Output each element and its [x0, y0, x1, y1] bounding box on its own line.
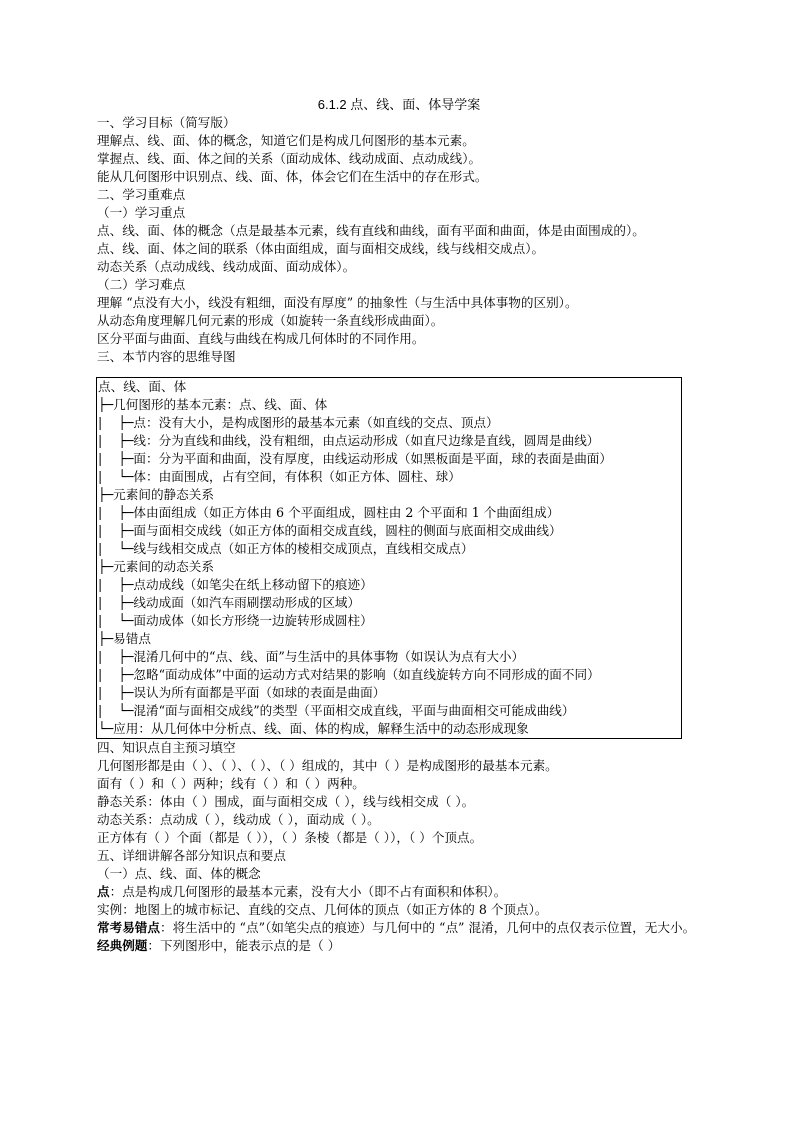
point-label: 点	[97, 884, 110, 899]
objective-item: 理解点、线、面、体的概念，知道它们是构成几何图形的基本元素。	[97, 133, 475, 148]
mind-map-line: | ├─线动成面（如汽车雨刷摆动形成的区域）	[98, 595, 361, 610]
fill-blank-item: 面有（ ）和（ ）两种；线有（ ）和（ ）两种。	[97, 776, 365, 791]
concept-subheading: （一）点、线、面、体的概念	[97, 866, 261, 881]
mind-map-line: ├─元素间的动态关系	[98, 559, 214, 574]
section-5-heading: 五、详细讲解各部分知识点和要点	[97, 848, 286, 863]
section-2-heading: 二、学习重难点	[97, 187, 186, 202]
mind-map-line: | ├─点：没有大小，是构成图形的最基本元素（如直线的交点、顶点）	[98, 415, 499, 430]
point-examples: 实例：地图上的城市标记、直线的交点、几何体的顶点（如正方体的 8 个顶点）。	[97, 902, 548, 917]
key-point-item: 点、线、面、体之间的联系（体由面组成，面与面相交成线，线与线相交成点）。	[97, 241, 545, 256]
difficult-point-item: 从动态角度理解几何元素的形成（如旋转一条直线形成曲面）。	[97, 313, 444, 328]
key-points-heading: （一）学习重点	[97, 205, 186, 220]
mind-map-box	[96, 377, 682, 739]
fill-blank-item: 静态关系：体由（ ）围成，面与面相交成（ ），线与线相交成（ ）。	[97, 794, 475, 809]
mistake-text: ：将生活中的 “点”（如笔尖点的痕迹）与几何中的 “点” 混淆，几何中的点仅表示位置，无大小。	[159, 920, 696, 935]
mind-map-line: | ├─面：分为平面和曲面，没有厚度，由线运动形成（如黑板面是平面，球的表面是曲面）	[98, 451, 612, 466]
mind-map-line: | ├─忽略“面动成体”中面的运动方式对结果的影响（如直线旋转方向不同形成的面不同）	[98, 667, 600, 682]
difficult-point-item: 区分平面与曲面、直线与曲线在构成几何体时的不同作用。	[97, 331, 425, 346]
mind-map-line: └─应用：从几何体中分析点、线、面、体的构成，解释生活中的动态形成现象	[98, 721, 529, 736]
mind-map-line: ├─元素间的静态关系	[98, 487, 214, 502]
key-point-item: 点、线、面、体的概念（点是最基本元素，线有直线和曲线，面有平面和曲面，体是由面围成的）。	[97, 223, 645, 238]
classic-example	[97, 937, 701, 955]
key-point-item: 动态关系（点动成线、线动成面、面动成体）。	[97, 259, 356, 274]
difficult-point-item: 理解 “点没有大小，线没有粗细，面没有厚度” 的抽象性（与生活中具体事物的区别）。	[97, 295, 578, 310]
fill-blank-item: 几何图形都是由（ ）、（ ）、（ ）、（ ）组成的，其中（ ）是构成图形的最基本元素。	[97, 758, 558, 773]
common-mistake	[97, 919, 701, 937]
objective-item: 掌握点、线、面、体之间的关系（面动成体、线动成面、点动成线）。	[97, 151, 482, 166]
mind-map-line: | ├─误认为所有面都是平面（如球的表面是曲面）	[98, 685, 386, 700]
page-title: 6.1.2 点、线、面、体导学案	[317, 97, 481, 112]
mind-map-line: | └─混淆“面与面相交成线”的类型（平面相交成直线，平面与曲面相交可能成曲线）	[98, 703, 575, 718]
classic-label: 经典例题	[97, 938, 148, 953]
section-4-heading: 四、知识点自主预习填空	[97, 740, 236, 755]
point-text: ：点是构成几何图形的最基本元素，没有大小（即不占有面积和体积）。	[109, 884, 507, 899]
mind-map-line: | ├─面与面相交成线（如正方体的面相交成直线，圆柱的侧面与底面相交成曲线）	[98, 523, 562, 538]
mind-map-line: | ├─线：分为直线和曲线，没有粗细，由点运动形成（如直尺边缘是直线，圆周是曲线）	[98, 433, 600, 448]
document-page	[97, 96, 701, 955]
mind-map-line: 点、线、面、体	[98, 379, 187, 394]
section-3-heading: 三、本节内容的思维导图	[97, 349, 236, 364]
section-1-heading: 一、学习目标（简写版）	[97, 115, 236, 130]
mind-map-line: | └─面动成体（如长方形绕一边旋转形成圆柱）	[98, 613, 373, 628]
mind-map-line: | ├─体由面组成（如正方体由 6 个平面组成，圆柱由 2 个平面和 1 个曲面组成）	[98, 505, 560, 520]
point-definition	[97, 883, 701, 901]
mind-map-line: | ├─混淆几何中的“点、线、面”与生活中的具体事物（如误认为点有大小）	[98, 649, 525, 664]
mind-map-line: ├─易错点	[98, 631, 151, 646]
mind-map-line: | └─线与线相交成点（如正方体的棱相交成顶点，直线相交成点）	[98, 541, 474, 556]
mind-map-line: ├─几何图形的基本元素：点、线、面、体	[98, 397, 328, 412]
classic-text: ：下列图形中，能表示点的是（ ）	[147, 938, 341, 953]
fill-blank-item: 正方体有（ ）个面（都是（ ）），（ ）条棱（都是（ ）），（ ）个顶点。	[97, 830, 483, 845]
fill-blank-item: 动态关系：点动成（ ），线动成（ ），面动成（ ）。	[97, 812, 380, 827]
difficult-points-heading: （二）学习难点	[97, 277, 186, 292]
mind-map-line: | ├─点动成线（如笔尖在纸上移动留下的痕迹）	[98, 577, 373, 592]
mistake-label: 常考易错点	[97, 920, 160, 935]
objective-item: 能从几何图形中识别点、线、面、体，体会它们在生活中的存在形式。	[97, 169, 488, 184]
mind-map-line: | └─体：由面围成，占有空间，有体积（如正方体、圆柱、球）	[98, 469, 461, 484]
